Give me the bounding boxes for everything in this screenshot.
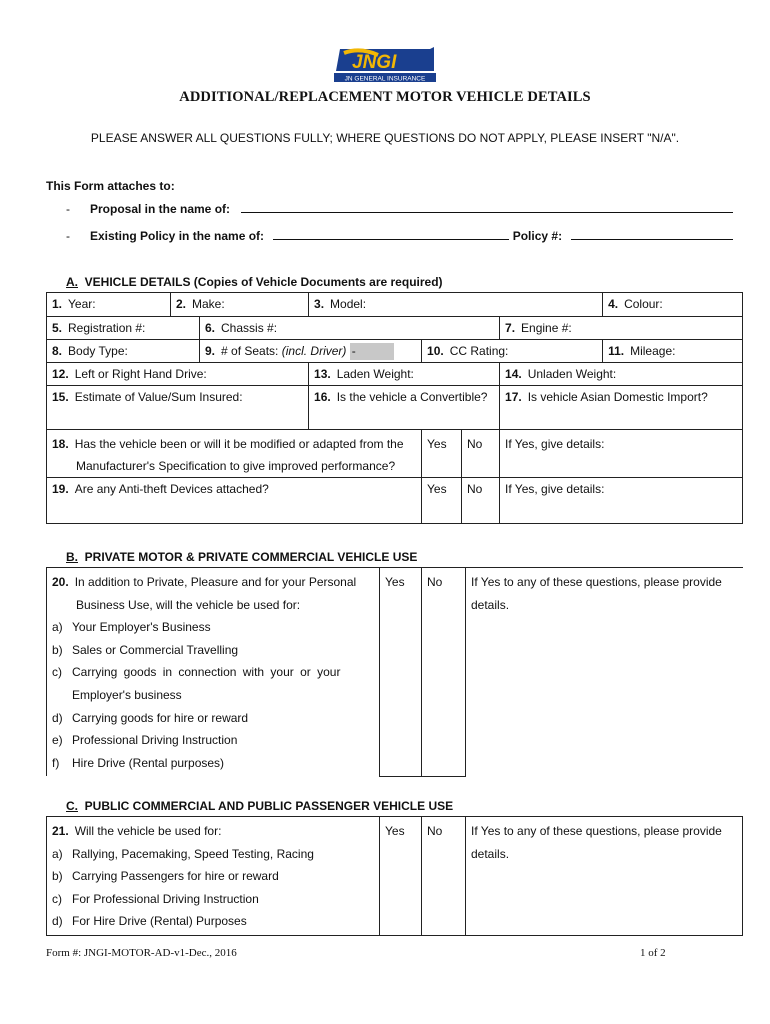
q20-option-text: Hire Drive (Rental purposes)	[72, 755, 225, 770]
q20-option-letter: b)	[52, 642, 63, 657]
q21-no-option[interactable]: No	[422, 817, 466, 936]
seats-input[interactable]: -	[350, 343, 394, 360]
form-number: Form #: JNGI-MOTOR-AD-v1-Dec., 2016	[46, 947, 237, 959]
section-c-letter: C.	[66, 799, 78, 813]
modified-no-option[interactable]: No	[462, 430, 500, 478]
jngi-logo	[330, 45, 440, 85]
q20-yes-option[interactable]: Yes	[380, 568, 422, 777]
q20-option-letter: a)	[52, 620, 63, 635]
private-use-table	[46, 567, 743, 777]
section-a-letter: A.	[66, 275, 78, 289]
q20-option-text: Carrying goods in connection with your or your	[72, 665, 341, 680]
q20-option-7	[52, 752, 375, 775]
seats-cell[interactable]: 9. # of Seats: (incl. Driver) -	[200, 340, 422, 363]
proposal-label: Proposal in the name of:	[90, 202, 231, 216]
vehicle-details-table	[46, 292, 743, 524]
q21-yes-option[interactable]: Yes	[380, 817, 422, 936]
q21-details-line1: If Yes to any of these questions, please provide	[471, 824, 722, 838]
q21-option-letter: a)	[52, 846, 63, 861]
q20-option-1	[52, 616, 375, 639]
mileage-cell[interactable]: 11. Mileage:	[603, 340, 743, 363]
hand-drive-cell[interactable]: 12. Left or Right Hand Drive:	[47, 363, 309, 386]
q20-option-letter: c)	[52, 665, 62, 680]
q21-details-field[interactable]	[466, 817, 743, 936]
antitheft-yes-option[interactable]: Yes	[422, 478, 462, 524]
q21-question-cell: 21. Will the vehicle be used for: a) Rallying, Pacemaking, Speed Testing, Racing b) Carrying Passengers for hire or reward c) For Professional Driving Instruction d) For Hire Drive (Rental) Purposes	[47, 817, 380, 936]
q20-option-letter: e)	[52, 733, 63, 748]
q20-option-letter: d)	[52, 710, 63, 725]
modified-yes-option[interactable]: Yes	[422, 430, 462, 478]
asian-import-cell[interactable]: 17. Is vehicle Asian Domestic Import?	[500, 386, 743, 430]
section-a-title: VEHICLE DETAILS (Copies of Vehicle Documents are required)	[84, 275, 443, 289]
instructions-text: PLEASE ANSWER ALL QUESTIONS FULLY; WHERE QUESTIONS DO NOT APPLY, PLEASE INSERT "N/A".	[90, 131, 680, 145]
convertible-cell[interactable]: 16. Is the vehicle a Convertible?	[309, 386, 500, 430]
q21-option-1	[52, 843, 375, 866]
logo-letters: JNGI	[352, 52, 397, 73]
q21-option-letter: b)	[52, 869, 63, 884]
q21-option-letter: d)	[52, 914, 63, 929]
q20-option-2	[52, 639, 375, 662]
q20-details-line1: If Yes to any of these questions, please provide	[471, 575, 722, 589]
chassis-cell[interactable]: 6. Chassis #:	[200, 317, 500, 340]
body-type-cell[interactable]: 8. Body Type:	[47, 340, 200, 363]
q20-option-6	[52, 729, 375, 752]
existing-policy-row	[66, 228, 733, 243]
logo-subtext: JN GENERAL INSURANCE	[344, 75, 426, 83]
q21-option-2	[52, 865, 375, 888]
model-cell[interactable]: 3. Model:	[309, 293, 603, 317]
antitheft-no-option[interactable]: No	[462, 478, 500, 524]
document-title: ADDITIONAL/REPLACEMENT MOTOR VEHICLE DETAILS	[179, 89, 591, 105]
q21-option-text: For Hire Drive (Rental) Purposes	[72, 914, 247, 929]
section-c-heading	[66, 799, 453, 813]
proposal-row	[66, 201, 733, 216]
attach-title: This Form attaches to:	[46, 179, 175, 193]
section-a-heading	[66, 275, 443, 289]
section-b-heading	[66, 550, 417, 564]
q20-option-4	[52, 684, 375, 707]
engine-cell[interactable]: 7. Engine #:	[500, 317, 743, 340]
q20-details-field[interactable]	[466, 568, 743, 777]
bullet-dash: -	[66, 229, 70, 243]
policy-number-label: Policy #:	[512, 229, 563, 243]
policy-number-field[interactable]	[571, 228, 733, 240]
antitheft-question-cell: 19. Are any Anti-theft Devices attached?	[47, 478, 422, 524]
section-b-letter: B.	[66, 550, 78, 564]
q21-option-letter: c)	[52, 891, 62, 906]
q21-option-4	[52, 910, 375, 933]
public-use-table	[46, 816, 743, 936]
q20-options-list	[52, 616, 375, 774]
antitheft-details-field[interactable]: If Yes, give details:	[500, 478, 743, 524]
q20-option-text: Sales or Commercial Travelling	[72, 642, 239, 657]
q21-details-line2: details.	[471, 846, 510, 861]
cc-rating-cell[interactable]: 10. CC Rating:	[422, 340, 603, 363]
q20-option-3	[52, 661, 375, 684]
q21-option-text: Rallying, Pacemaking, Speed Testing, Racing	[72, 846, 314, 861]
page-number: 1 of 2	[640, 947, 666, 959]
q20-question-cell: 20. In addition to Private, Pleasure and for your Personal Business Use, will the vehicle be used for: a) Your Employer's Business b) Sales or Commercial Travelling c) Carrying goods in connection with your or your Employer's business d) Carrying goods for hire or reward e) Professional Driving Instruction f) Hire Drive (Rental purposes)	[47, 568, 380, 777]
q21-option-text: Carrying Passengers for hire or reward	[72, 869, 279, 884]
registration-cell[interactable]: 5. Registration #:	[47, 317, 200, 340]
q20-option-text: Employer's business	[72, 687, 182, 702]
q20-option-text: Your Employer's Business	[72, 620, 211, 635]
q20-option-text: Carrying goods for hire or reward	[72, 710, 249, 725]
bullet-dash: -	[66, 202, 70, 216]
q21-option-text: For Professional Driving Instruction	[72, 891, 259, 906]
year-cell[interactable]: 1. Year:	[47, 293, 171, 317]
section-b-title: PRIVATE MOTOR & PRIVATE COMMERCIAL VEHICLE USE	[84, 550, 418, 564]
q20-details-line2: details.	[471, 597, 510, 612]
colour-cell[interactable]: 4. Colour:	[603, 293, 743, 317]
unladen-weight-cell[interactable]: 14. Unladen Weight:	[500, 363, 743, 386]
section-c-title: PUBLIC COMMERCIAL AND PUBLIC PASSENGER VEHICLE USE	[84, 799, 454, 813]
q20-option-letter: f)	[52, 755, 60, 770]
modified-question-cell: 18. Has the vehicle been or will it be modified or adapted from the Manufacturer's Specification to give improved performance?	[47, 430, 422, 478]
q21-options-list	[52, 843, 375, 933]
q20-no-option[interactable]: No	[422, 568, 466, 777]
make-cell[interactable]: 2. Make:	[171, 293, 309, 317]
laden-weight-cell[interactable]: 13. Laden Weight:	[309, 363, 500, 386]
existing-policy-name-field[interactable]	[273, 228, 509, 240]
estimate-value-cell[interactable]: 15. Estimate of Value/Sum Insured:	[47, 386, 309, 430]
q20-option-text: Professional Driving Instruction	[72, 733, 238, 748]
proposal-name-field[interactable]	[241, 201, 733, 213]
existing-policy-label: Existing Policy in the name of:	[90, 229, 265, 243]
q20-option-5	[52, 707, 375, 730]
modified-details-field[interactable]: If Yes, give details:	[500, 430, 743, 478]
q21-option-3	[52, 888, 375, 911]
